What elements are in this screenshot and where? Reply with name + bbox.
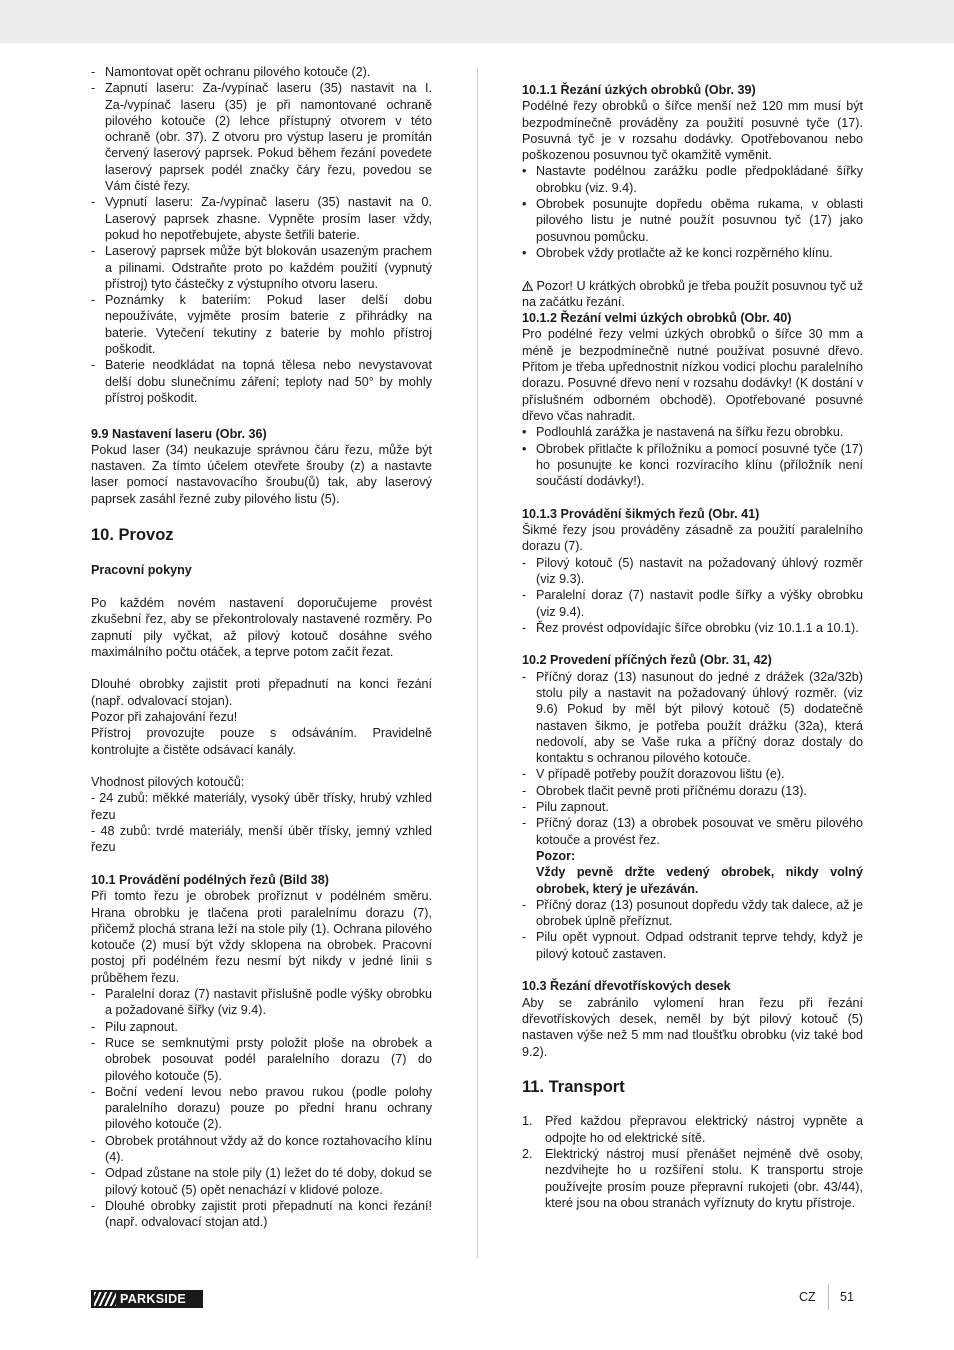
warning-text: Pozor! U krátkých obrobků je třeba použít posuvnou tyč už na začátku řezání. [522, 278, 863, 309]
list-item: - Laserový paprsek může být blokován usazeným prachem a pilinami. Odstraňte proto po každém použití (vypnutý přístroj) tyto částečky z výstupního otvoru laseru. [91, 243, 432, 292]
list-item: - Poznámky k bateriím: Pokud laser delší dobu nepoužíváte, vyjměte prosím baterie z přihrádky na baterie. Vytečení tekutiny z baterie by mohlo přístroj poškodit. [91, 292, 432, 357]
warning-icon [522, 281, 533, 291]
page-number: 51 [840, 1290, 854, 1304]
cross-cut-steps [522, 669, 863, 848]
cross-cut-steps-continued [522, 897, 863, 962]
heading-pracovni-pokyny: Pracovní pokyny [91, 563, 192, 578]
right-column [522, 64, 863, 1211]
heading-10-1: 10.1 Provádění podélných řezů (Bild 38) [91, 872, 329, 887]
narrow-workpiece-list [522, 163, 863, 261]
paragraph: Pokud laser (34) neukazuje správnou čáru řezu, může být nastaven. Za tímto účelem otevřete šrouby (z) a nastavte laser pomocí nastavovacího šroubu(ů) tak, aby laserový paprsek zasáhl řezné zuby pilového listu (5). [91, 442, 432, 506]
list-item: - Boční vedení levou nebo pravou rukou (podle polohy paralelního dorazu) pouze po přední hranu ochrany pilového kotouče (2). [91, 1084, 432, 1133]
list-item: - Namontovat opět ochranu pilového kotouče (2). [91, 64, 432, 80]
list-item: - Vypnutí laseru: Za-/vypínač laseru (35) nastavit na 0. Laserový paprsek zhasne. Vypněte prosím laser vždy, pokud ho nepotřebujete, abyste šetřili baterie. [91, 194, 432, 243]
heading-10-provoz: 10. Provoz [91, 526, 174, 545]
pozor-label: Pozor: [536, 848, 576, 863]
heading-10-2: 10.2 Provedení příčných řezů (Obr. 31, 42) [522, 653, 772, 668]
list-item: - Paralelní doraz (7) nastavit příslušně podle výšky obrobku a požadované šířky (viz 9.4). [91, 986, 432, 1019]
pozor-text: Vždy pevně držte vedený obrobek, nikdy volný obrobek, který je uřezáván. [536, 865, 863, 896]
list-item: - Odpad zůstane na stole pily (1) ležet do té doby, dokud se pilový kotouč (5) opět nenachází v klidové poloze. [91, 1165, 432, 1198]
paragraph: Po každém novém nastavení doporučujeme provést zkušební řez, aby se překontrolovaly nastavené rozměry. Po zapnutí pily vyčkat, až pilový kotouč dosáhne svého maximálního počtu otáček, a teprve potom začít řezat. [91, 595, 432, 659]
heading-10-1-1: 10.1.1 Řezání úzkých obrobků (Obr. 39) [522, 83, 756, 97]
list-item: • Podlouhlá zarážka je nastavená na šířku řezu obrobku. [522, 424, 863, 440]
paragraph: - 48 zubů: tvrdé materiály, menší úběr třísky, jemný vzhled řezu [91, 824, 432, 855]
heading-10-1-2: 10.1.2 Řezání velmi úzkých obrobků (Obr. 40) [522, 311, 792, 326]
paragraph: Pozor při zahajování řezu! [91, 709, 238, 724]
paragraph: Přístroj provozujte pouze s odsáváním. Pravidelně kontrolujte a čistěte odsávací kanály. [91, 726, 432, 757]
paragraph: Dlouhé obrobky zajistit proti přepadnutí na konci řezání (např. odvalovací stojan). [91, 677, 432, 708]
heading-9-9: 9.9 Nastavení laseru (Obr. 36) [91, 426, 267, 441]
list-item: - Řez provést odpovídajíc šířce obrobku (viz 10.1.1 a 10.1). [522, 620, 863, 636]
paragraph: Vhodnost pilových kotoučů: [91, 775, 245, 790]
very-narrow-workpiece-list [522, 424, 863, 489]
list-item: • Obrobek přitlačte k příložníku a pomocí posuvné tyče (17) ho posunujte ke konci rozvíracího klínu (příložník není součástí dodávky!). [522, 441, 863, 490]
list-item: - Příčný doraz (13) a obrobek posouvat ve směru pilového kotouče a provést řez. [522, 815, 863, 848]
list-item: - Pilu zapnout. [91, 1019, 432, 1035]
list-item: - Příčný doraz (13) posunout dopředu vždy tak dalece, až je obrobek úplně přeříznut. [522, 897, 863, 930]
list-item: 1. Před každou přepravou elektrický nástroj vypněte a odpojte ho od elektrické sítě. [522, 1114, 863, 1145]
list-item: - Příčný doraz (13) nasunout do jedné z drážek (32a/32b) stolu pily a nastavit na požadovaný úhlový rozměr. (viz 9.6) Pokud by měl být pilový kotouč (5) dodatečně nastaven šikmo, je potřeba použít drážku (32a), která nedovolí, aby se Vaše ruka a příčný doraz dostaly do kontaktu s ochranou pilového kotouče. [522, 669, 863, 767]
list-item: - Paralelní doraz (7) nastavit podle šířky a výšky obrobku (viz 9.4). [522, 587, 863, 620]
laser-steps-list [91, 64, 432, 406]
logo-stripes-icon [94, 1292, 116, 1306]
paragraph: Podélné řezy obrobků o šířce menší než 120 mm musí být bezpodmínečně prováděny za použití posuvné tyče (17). Posuvná tyč je v rozsahu dodávky. Opotřebovanou nebo poškozenou posuvnou tyč okamžitě vyměnit. [522, 99, 863, 163]
paragraph: Při tomto řezu je obrobek proříznut v podélném směru. Hrana obrobku je tlačena proti paralelnímu dorazu (7), přičemž plochá strana leží na stole pily (1). Ochrana pilového kotouče (2) musí být vždy sklopena na obrobek. Pracovní postoj při podélném řezu nesmí být nikdy v jedné linii s průběhem řezu. [91, 889, 432, 985]
header-bar [0, 0, 954, 43]
list-item: - Pilu opět vypnout. Odpad odstranit teprve tehdy, když je pilový kotouč zastaven. [522, 929, 863, 962]
list-item: - Ruce se semknutými prsty položit ploše na obrobek a obrobek posouvat podél paralelního dorazu (7) do pilového kotouče (5). [91, 1035, 432, 1084]
list-item: - Dlouhé obrobky zajistit proti přepadnutí na konci řezání! (např. odvalovací stojan atd.) [91, 1198, 432, 1231]
list-item: • Nastavte podélnou zarážku podle předpokládané šířky obrobku (viz. 9.4). [522, 163, 863, 196]
bevel-cut-steps [522, 555, 863, 636]
heading-10-3: 10.3 Řezání dřevotřískových desek [522, 979, 731, 994]
left-column [91, 64, 432, 1230]
list-item: - Obrobek protáhnout vždy až do konce roztahovacího klínu (4). [91, 1133, 432, 1166]
list-item: - Baterie neodkládat na topná tělesa nebo nevystavovat delší dobu slunečnímu záření; teploty nad 50° by mohly přístroj poškodit. [91, 357, 432, 406]
list-item: 2. Elektrický nástroj musí přenášet nejméně dvě osoby, nezdvihejte ho u rozšíření stolu. K transportu stroje používejte prosím pouze přepravní rukojeti (obr. 43/44), které jsou na obou stranách vyříznuty do krytu přístroje. [522, 1147, 863, 1210]
list-item: - V případě potřeby použít dorazovou lištu (e). [522, 766, 863, 782]
longitudinal-cut-steps [91, 986, 432, 1230]
list-item: - Obrobek tlačit pevně proti příčnému dorazu (13). [522, 783, 863, 799]
heading-10-1-3: 10.1.3 Provádění šikmých řezů (Obr. 41) [522, 506, 760, 521]
paragraph: - 24 zubů: měkké materiály, vysoký úběr třísky, hrubý vzhled řezu [91, 791, 432, 822]
list-item: - Pilový kotouč (5) nastavit na požadovaný úhlový rozměr (viz 9.3). [522, 555, 863, 588]
language-code: CZ [799, 1290, 816, 1304]
paragraph: Aby se zabránilo vylomení hran řezu při řezání dřevotřískových desek, neměl by být pilový kotouč (5) nastaven výše než 5 mm nad tloušťku obrobku (viz také bod 9.2). [522, 995, 863, 1059]
list-item: - Pilu zapnout. [522, 799, 863, 815]
paragraph: Šikmé řezy jsou prováděny zásadně za použití paralelního dorazu (7). [522, 523, 863, 554]
list-item: - Zapnutí laseru: Za-/vypínač laseru (35) nastavit na I. Za-/vypínač laseru (35) je při namontované ochraně pilového kotouče (2) lehce přístupný otvorem v této ochraně (obr. 37). Z otvoru pro výstup laseru je promítán červený laserový paprsek. Pokud během řezání povedete laserový paprsek podél značky čáry řezu, povedou se Vám čisté řezy. [91, 80, 432, 194]
transport-list [522, 1113, 863, 1211]
heading-11-transport: 11. Transport [522, 1078, 625, 1097]
parkside-logo: PARKSIDE [91, 1290, 203, 1308]
warning-paragraph [522, 278, 863, 311]
list-item: • Obrobek posunujte dopředu oběma rukama, v oblasti pilového listu je nutné použít posuvnou tyč (17) jako posuvnou pomůcku. [522, 196, 863, 245]
footer-divider [828, 1284, 829, 1310]
list-item: • Obrobek vždy protlačte až ke konci rozpěrného klínu. [522, 245, 863, 261]
paragraph: Pro podélné řezy velmi úzkých obrobků o šířce 30 mm a méně je bezpodmínečně nutné používat posuvné dřevo. Přitom je třeba upřednostnit nízkou vodicí plochu paralelního dorazu. Posuvné dřevo není v rozsahu dodávky! (K dostání v příslušném odborném obchodě). Opotřebované posuvné dřevo včas nahradit. [522, 327, 863, 423]
column-divider [477, 68, 478, 1258]
